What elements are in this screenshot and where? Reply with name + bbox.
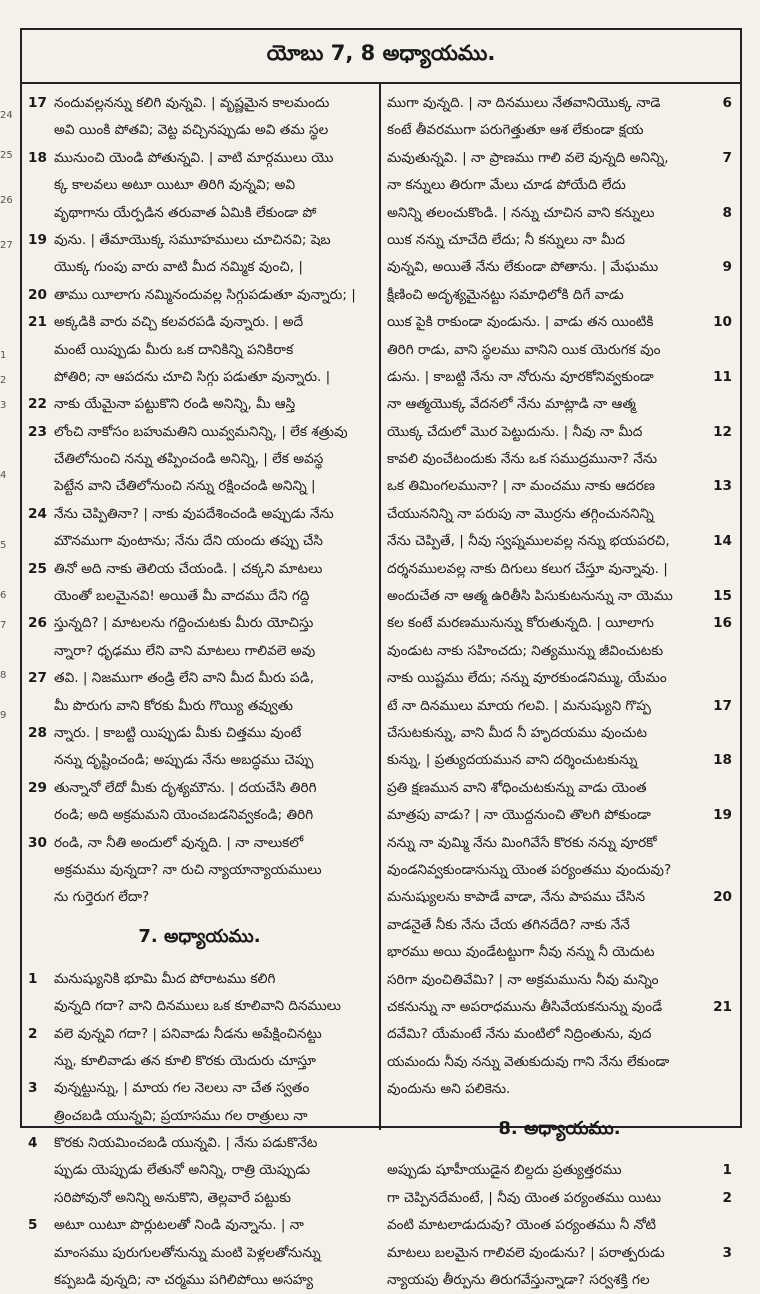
line-text: న్ను, కూలివాడు తన కూలి కొరకు యెదురు చూస్తూ (54, 1052, 316, 1069)
line-text: తాము యీలాగు నమ్మినందువల్ల సిగ్గుపడుతూ వున్నారు; | (54, 286, 356, 303)
left-lines-b (28, 966, 371, 1294)
text-line (28, 90, 371, 117)
line-text: పెట్టేన వాని చేతిలోనుంచి నన్ను రక్షించండి అనిన్ని | (54, 478, 316, 495)
verse-number: 9 (722, 259, 732, 276)
verse-number: 20 (28, 286, 47, 303)
line-text: కంటే తీవరముగా పరుగెత్తుతూ ఆశ లేకుండా క్షయ (387, 122, 644, 139)
text-line (387, 501, 732, 528)
verse-number: 24 (28, 505, 47, 522)
line-text: లోంచి నాకోసం బహుమతిని యివ్వమనిన్ని, | లేక శత్రువు (54, 423, 348, 440)
right-column (381, 84, 740, 1289)
text-line (387, 1185, 732, 1212)
line-text: మంటే యిప్పుడు మీరు ఒక దానికిన్ని పనికిరాక (54, 341, 294, 358)
line-text: నాకు యేమైనా పట్టుకొని రండి అనిన్ని, మీ ఆస్తి (54, 396, 296, 413)
text-line (28, 610, 371, 637)
line-text: మాటలు బలమైన గాలివలె వుండును? | పరాత్పరుడు (387, 1244, 665, 1261)
margin-mark: 25 (0, 150, 13, 161)
line-text: యొక్క చేదులో మొర పెట్టుదును. | నీవు నా మీద (387, 423, 643, 440)
line-text: చకనున్ను నా అపరాధమును తీసివేయకనున్ను వుండే (387, 998, 663, 1015)
text-line (387, 665, 732, 692)
line-text: తవి. | నిజముగా తండ్రి లేని వాని మీద మీరు పడి, (54, 670, 315, 687)
text-line (28, 830, 371, 857)
verse-number: 16 (713, 615, 732, 632)
line-text: అక్కడికి వారు వచ్చి కలవరపడి వున్నారు. | అదే (54, 314, 304, 331)
line-text: నన్ను నా వుమ్మి నేను మింగివేసే కొరకు నన్ను వూరకో (387, 834, 657, 851)
verse-number: 3 (28, 1080, 38, 1097)
line-text: అందుచేత నా ఆత్మ ఉరితీసి పిసుకుటనున్ను నా యెము (387, 588, 673, 605)
text-line (28, 364, 371, 391)
text-line (28, 337, 371, 364)
text-line (387, 583, 732, 610)
verse-number: 13 (713, 478, 732, 495)
verse-number: 17 (713, 697, 732, 714)
text-line (387, 473, 732, 500)
margin-mark: 27 (0, 240, 13, 251)
text-line (28, 1185, 371, 1212)
verse-number: 23 (28, 423, 47, 440)
text-line (387, 172, 732, 199)
margin-mark: 3 (0, 400, 7, 411)
text-line (387, 884, 732, 911)
margin-mark: 5 (0, 540, 7, 551)
text-line (387, 693, 732, 720)
text-line (387, 309, 732, 336)
text-line (28, 528, 371, 555)
margin-mark: 7 (0, 620, 7, 631)
verse-number: 11 (713, 368, 732, 385)
chapter-heading-text: 8. అధ్యాయము. (498, 1117, 621, 1139)
text-line (387, 720, 732, 747)
page-edge-marks (0, 100, 18, 1100)
line-text: కున్ను, | ప్రత్యుదయమున వాని దర్శించుటకున్ను (387, 752, 638, 769)
line-text: అవి యింకి పోతవి; వెట్ట వచ్చినప్పుడు అవి తమ స్థల (54, 122, 329, 139)
page-header (22, 30, 740, 84)
text-line (387, 419, 732, 446)
text-line (28, 172, 371, 199)
text-line (28, 857, 371, 884)
line-text: వుండనివ్వకుండానున్ను యెంత పర్యంతము వుందువు? (387, 861, 672, 878)
text-line (28, 1103, 371, 1130)
verse-number: 12 (713, 423, 732, 440)
verse-number: 10 (713, 314, 732, 331)
line-text: ముగా వున్నది. | నా దినములు నేతవానియొక్క నాడె (387, 95, 661, 111)
text-line (387, 857, 732, 884)
text-line (28, 1130, 371, 1157)
line-text: స్తున్నది? | మాటలను గద్దించుటకు మీరు యోచిస్తు (54, 615, 314, 632)
line-text: సరిపోవునో అనిన్ని అనుకొని, తెల్లవారే పట్టుకు (54, 1189, 291, 1206)
line-text: అప్పుడు షూహీయుడైన బిల్దదు ప్రత్యుత్తరము (387, 1162, 622, 1179)
verse-number: 27 (28, 670, 47, 687)
verse-number: 4 (28, 1135, 38, 1152)
text-line (28, 1048, 371, 1075)
line-text: నా కన్నులు తిరుగా మేలు చూడ పోయేది లేదు (387, 177, 626, 194)
line-text: క్షీణించి అదృశ్యమైనట్టు సమాధిలోకి దిగే వాడు (387, 286, 624, 303)
verse-number: 30 (28, 834, 47, 851)
text-line (28, 1212, 371, 1239)
verse-number: 29 (28, 779, 47, 796)
text-line (387, 528, 732, 555)
text-line (387, 556, 732, 583)
text-line (28, 1075, 371, 1102)
text-line (387, 337, 732, 364)
text-line (387, 254, 732, 281)
line-text: యిక పైకి రాకుండా వుండును. | వాడు తన యింటికి (387, 314, 654, 331)
line-text: ను గుర్తెరుగ లేదా? (54, 889, 150, 906)
line-text: మౌనముగా వుంటాను; నేను దేని యందు తప్పు చేసి (54, 533, 323, 550)
line-text: తిరిగి రాడు, వాని స్థలము వానిని యిక యెరుగక వుం (387, 341, 661, 358)
line-text: ఒక తిమింగలమునా? | నా మంచము నాకు ఆదరణ (387, 478, 655, 495)
line-text: న్నారా? ధృఢము లేని వాని మాటలు గాలివలె అవు (54, 642, 316, 659)
text-line (387, 1212, 732, 1239)
text-line (28, 775, 371, 802)
text-line (387, 364, 732, 391)
verse-number: 2 (28, 1025, 38, 1042)
line-text: వుండుట నాకు సహించదు; నిత్యమున్ను జీవించుటకు (387, 642, 664, 659)
line-text: న్యాయపు తీర్పును తిరుగవేస్తున్నాడా? సర్వశక్తి గల (387, 1272, 650, 1289)
line-text: యెంతో బలమైనవి! అయితే మీ వాదము దేని గద్ది (54, 588, 310, 605)
line-text: యొక్క గుంపు వారు వాటి మీద నమ్మిక వుంచి, | (54, 259, 303, 276)
text-line (387, 391, 732, 418)
verse-number: 1 (28, 970, 38, 987)
text-line (28, 282, 371, 309)
line-text: టే నా దినములు మాయ గలవి. | మనుష్యుని గొప్ప (387, 697, 651, 714)
text-line (28, 665, 371, 692)
text-line (28, 693, 371, 720)
verse-number: 8 (722, 204, 732, 221)
text-line (28, 1021, 371, 1048)
line-text: వృథాగాను యేర్పడిన తరువాత ఏమికి లేకుండా పో (54, 204, 317, 221)
line-text: నేను చెప్పితే, | నీవు స్వప్నములవల్ల నన్ను భయపరచి, (387, 533, 670, 550)
margin-mark: 9 (0, 710, 7, 721)
line-text: నా ఆత్మయొక్క వేదనలో నేను మాట్లాడి నా ఆత్మ (387, 396, 636, 413)
margin-mark: 4 (0, 470, 7, 481)
line-text: వుందును అని పలికెను. (387, 1081, 511, 1098)
line-text: వంటి మాటలాడుదువు? యెంత పర్యంతము నీ నోటి (387, 1217, 656, 1234)
text-line (387, 939, 732, 966)
line-text: కొరకు నియమించబడి యున్నవి. | నేను పడుకొనేట (54, 1135, 318, 1152)
text-line (28, 1267, 371, 1294)
text-line (28, 309, 371, 336)
text-line (387, 802, 732, 829)
text-line (28, 501, 371, 528)
text-line (28, 254, 371, 281)
line-text: దర్శనములవల్ల నాకు దిగులు కలుగ చేస్తూ వున్నావు. | (387, 560, 668, 577)
line-text: గా చెప్పినదేమంటే, | నీవు యెంత పర్యంతము యిటు (387, 1189, 662, 1206)
verse-number: 1 (722, 1162, 732, 1179)
text-line (28, 227, 371, 254)
line-text: వలె వున్నవి గదా? | పనివాడు నీడను అపేక్షించినట్టు (54, 1025, 322, 1042)
line-text: మనుష్యునికి భూమి మీద పోరాటము కలిగి (54, 970, 276, 987)
text-line (387, 994, 732, 1021)
verse-number: 17 (28, 95, 47, 111)
left-column (22, 84, 381, 1289)
line-text: యమందు నీవు నన్ను వెతుకుదువు గాని నేను లేకుండా (387, 1053, 670, 1070)
line-text: వున్నది గదా? వాని దినములు ఒక కూలివాని దినములు (54, 998, 341, 1015)
line-text: అటూ యిటూ పొర్లుటలతో నిండి వున్నాను. | నా (54, 1217, 304, 1234)
text-line (387, 912, 732, 939)
line-text: నందువల్లనన్ను కలిగి వున్నవి. | వృష్ణమైన కాలమందు (54, 95, 330, 111)
line-text: యిక నన్ను చూచేది లేదు; నీ కన్నులు నా మీద (387, 231, 626, 248)
verse-number: 26 (28, 615, 47, 632)
line-text: నన్ను దృష్టించండి; అప్పుడు నేను అబద్ధము చెప్పు (54, 752, 314, 769)
text-line (387, 1267, 732, 1294)
line-text: పోతిరి; నా ఆపదను చూచి సిగ్గు పడుతూ వున్నారు. | (54, 368, 331, 385)
verse-number: 25 (28, 560, 47, 577)
line-text: మాంసము పురుగులతోనున్ను మంటి పెళ్లలతోనున్ను (54, 1244, 321, 1261)
text-line (28, 720, 371, 747)
line-text: డును. | కాబట్టి నేను నా నోరును వూరకోనివ్వకుండా (387, 368, 654, 385)
text-line (387, 830, 732, 857)
verse-number: 22 (28, 396, 47, 413)
line-text: రండి, నా నీతి అందులో వున్నది. | నా నాలుకలో (54, 834, 304, 851)
text-line (28, 391, 371, 418)
page-title: యోబు 7, 8 అధ్యాయము. (266, 41, 496, 65)
text-line (387, 775, 732, 802)
line-text: వును. | తేమాయొక్క సమూహములు చూచినవి; షెబ (54, 231, 331, 248)
text-line (387, 610, 732, 637)
chapter-heading-8 (387, 1103, 732, 1157)
chapter-heading-7 (28, 912, 371, 966)
text-line (387, 282, 732, 309)
text-line (28, 802, 371, 829)
verse-number: 14 (713, 533, 732, 550)
line-text: చేతిలోనుంచి నన్ను తప్పించండి అనిన్ని, | లేక అవస్థ (54, 451, 324, 468)
text-line (387, 967, 732, 994)
line-text: దవేమి? యేమంటే నేను మంటిలో నిద్రింతును, వుద (387, 1026, 652, 1043)
text-line (28, 419, 371, 446)
margin-mark: 24 (0, 110, 13, 121)
text-line (28, 117, 371, 144)
line-text: మవుతున్నవి. | నా ప్రాణము గాలి వలె వున్నది అనిన్ని, (387, 149, 669, 166)
text-line (28, 966, 371, 993)
text-line (387, 1049, 732, 1076)
verse-number: 20 (713, 889, 732, 906)
text-line (387, 1021, 732, 1048)
text-line (387, 1076, 732, 1103)
line-text: రండి; అది అక్రమమని యెంచబడనివ్వకండి; తిరిగి (54, 807, 314, 824)
line-text: మునుంచి యెండి పోతున్నవి. | వాటి మార్గములు యొ (54, 149, 334, 166)
text-line (28, 638, 371, 665)
left-lines-a (28, 90, 371, 912)
verse-number: 2 (722, 1189, 732, 1206)
line-text: న్నారు. | కాబట్టి యిప్పుడు మీకు చిత్తము వుంటే (54, 724, 302, 741)
margin-mark: 6 (0, 590, 7, 601)
verse-number: 21 (713, 998, 732, 1015)
text-line (387, 1157, 732, 1184)
text-line (387, 227, 732, 254)
line-text: అక్రమము వున్నదా? నా రుచి న్యాయాన్యాయములు (54, 861, 322, 878)
verse-number: 28 (28, 724, 47, 741)
verse-number: 3 (722, 1244, 732, 1261)
text-line (387, 145, 732, 172)
verse-number: 18 (713, 752, 732, 769)
margin-mark: 8 (0, 670, 7, 681)
line-text: వాడనైతే నీకు నేను చేయ తగినదేది? నాకు నేనే (387, 916, 630, 933)
line-text: కప్పబడి వున్నది; నా చర్మము పగిలిపోయి అసహ్య (54, 1272, 314, 1289)
text-line (387, 90, 732, 117)
text-line (387, 117, 732, 144)
verse-number: 19 (28, 231, 47, 248)
line-text: నాకు యిష్టము లేదు; నన్ను వూరకుండనిమ్ము, యేమం (387, 670, 667, 687)
text-line (28, 473, 371, 500)
verse-number: 15 (713, 588, 732, 605)
text-line (28, 446, 371, 473)
line-text: వున్నట్టున్ను, | మాయ గల నెలలు నా చేత స్వతం (54, 1080, 310, 1097)
text-line (387, 638, 732, 665)
text-line (387, 747, 732, 774)
line-text: ప్రతి క్షణమున వాని శోధించుటకున్ను వాడు యెంత (387, 779, 647, 796)
line-text: సరిగా వుంచితివేమి? | నా అక్రమమును నీవు మన్నిం (387, 971, 659, 988)
text-line (387, 446, 732, 473)
page-frame (20, 28, 742, 1289)
text-line (28, 145, 371, 172)
line-text: చేసుటకున్ను, వాని మీద నీ హృదయము వుంచుట (387, 724, 647, 741)
text-line (387, 1240, 732, 1267)
verse-number: 6 (722, 95, 732, 111)
line-text: తినో అది నాకు తెలియ చేయండి. | చక్కని మాటలు (54, 560, 323, 577)
margin-mark: 26 (0, 195, 13, 206)
verse-number: 7 (722, 149, 732, 166)
text-line (28, 583, 371, 610)
line-text: కల కంటే మరణమునున్ను కోరుతున్నది. | యీలాగు (387, 615, 654, 632)
line-text: మనుష్యులను కాపాడే వాడా, నేను పాపము చేసిన (387, 889, 646, 906)
text-line (28, 200, 371, 227)
line-text: తున్నానో లేదో మీకు దృశ్యమౌను. | దయచేసి తిరిగి (54, 779, 317, 796)
line-text: మాత్రపు వాడు? | నా యొద్దనుంచి తొలగి పోకుండా (387, 807, 651, 824)
text-line (28, 884, 371, 911)
verse-number: 18 (28, 149, 47, 166)
line-text: ప్పుడు యెప్పుడు లేతునో అనిన్ని, రాత్రి యెప్పుడు (54, 1162, 311, 1179)
line-text: చేయుననిన్ని నా పరుపు నా మొర్రను తగ్గించుననిన్ని (387, 505, 654, 522)
text-columns (22, 84, 740, 1289)
line-text: అనిన్ని తలంచుకొండి. | నన్ను చూచిన వాని కన్నులు (387, 204, 655, 221)
right-lines-a (387, 90, 732, 1103)
text-line (28, 747, 371, 774)
line-text: వున్నవి, అయితే నేను లేకుండా పోతాను. | మేఘము (387, 259, 659, 276)
chapter-heading-text: 7. అధ్యాయము. (138, 926, 261, 948)
text-line (28, 1157, 371, 1184)
line-text: నేను చెప్పితినా? | నాకు వుపదేశించండి అప్పుడు నేను (54, 505, 334, 522)
verse-number: 21 (28, 314, 47, 331)
margin-mark: 2 (0, 375, 7, 386)
line-text: భారము అయి వుండేటట్టుగా నీవు నన్ను నీ యెదుట (387, 944, 655, 961)
text-line (28, 1240, 371, 1267)
right-lines-b (387, 1157, 732, 1294)
text-line (28, 993, 371, 1020)
line-text: క్క కాలవలు అటూ యిటూ తిరిగి వున్నవి; అవి (54, 177, 296, 194)
verse-number: 19 (713, 807, 732, 824)
text-line (387, 200, 732, 227)
verse-number: 5 (28, 1217, 38, 1234)
line-text: కావలి వుంచేటందుకు నేను ఒక సముద్రమునా? నేను (387, 451, 658, 468)
line-text: మీ పొరుగు వాని కోరకు మీరు గొయ్యి తవ్వుతు (54, 697, 293, 714)
margin-mark: 1 (0, 350, 7, 361)
text-line (28, 556, 371, 583)
line-text: త్రించబడి యున్నవి; ప్రయాసము గల రాత్రులు నా (54, 1107, 308, 1124)
